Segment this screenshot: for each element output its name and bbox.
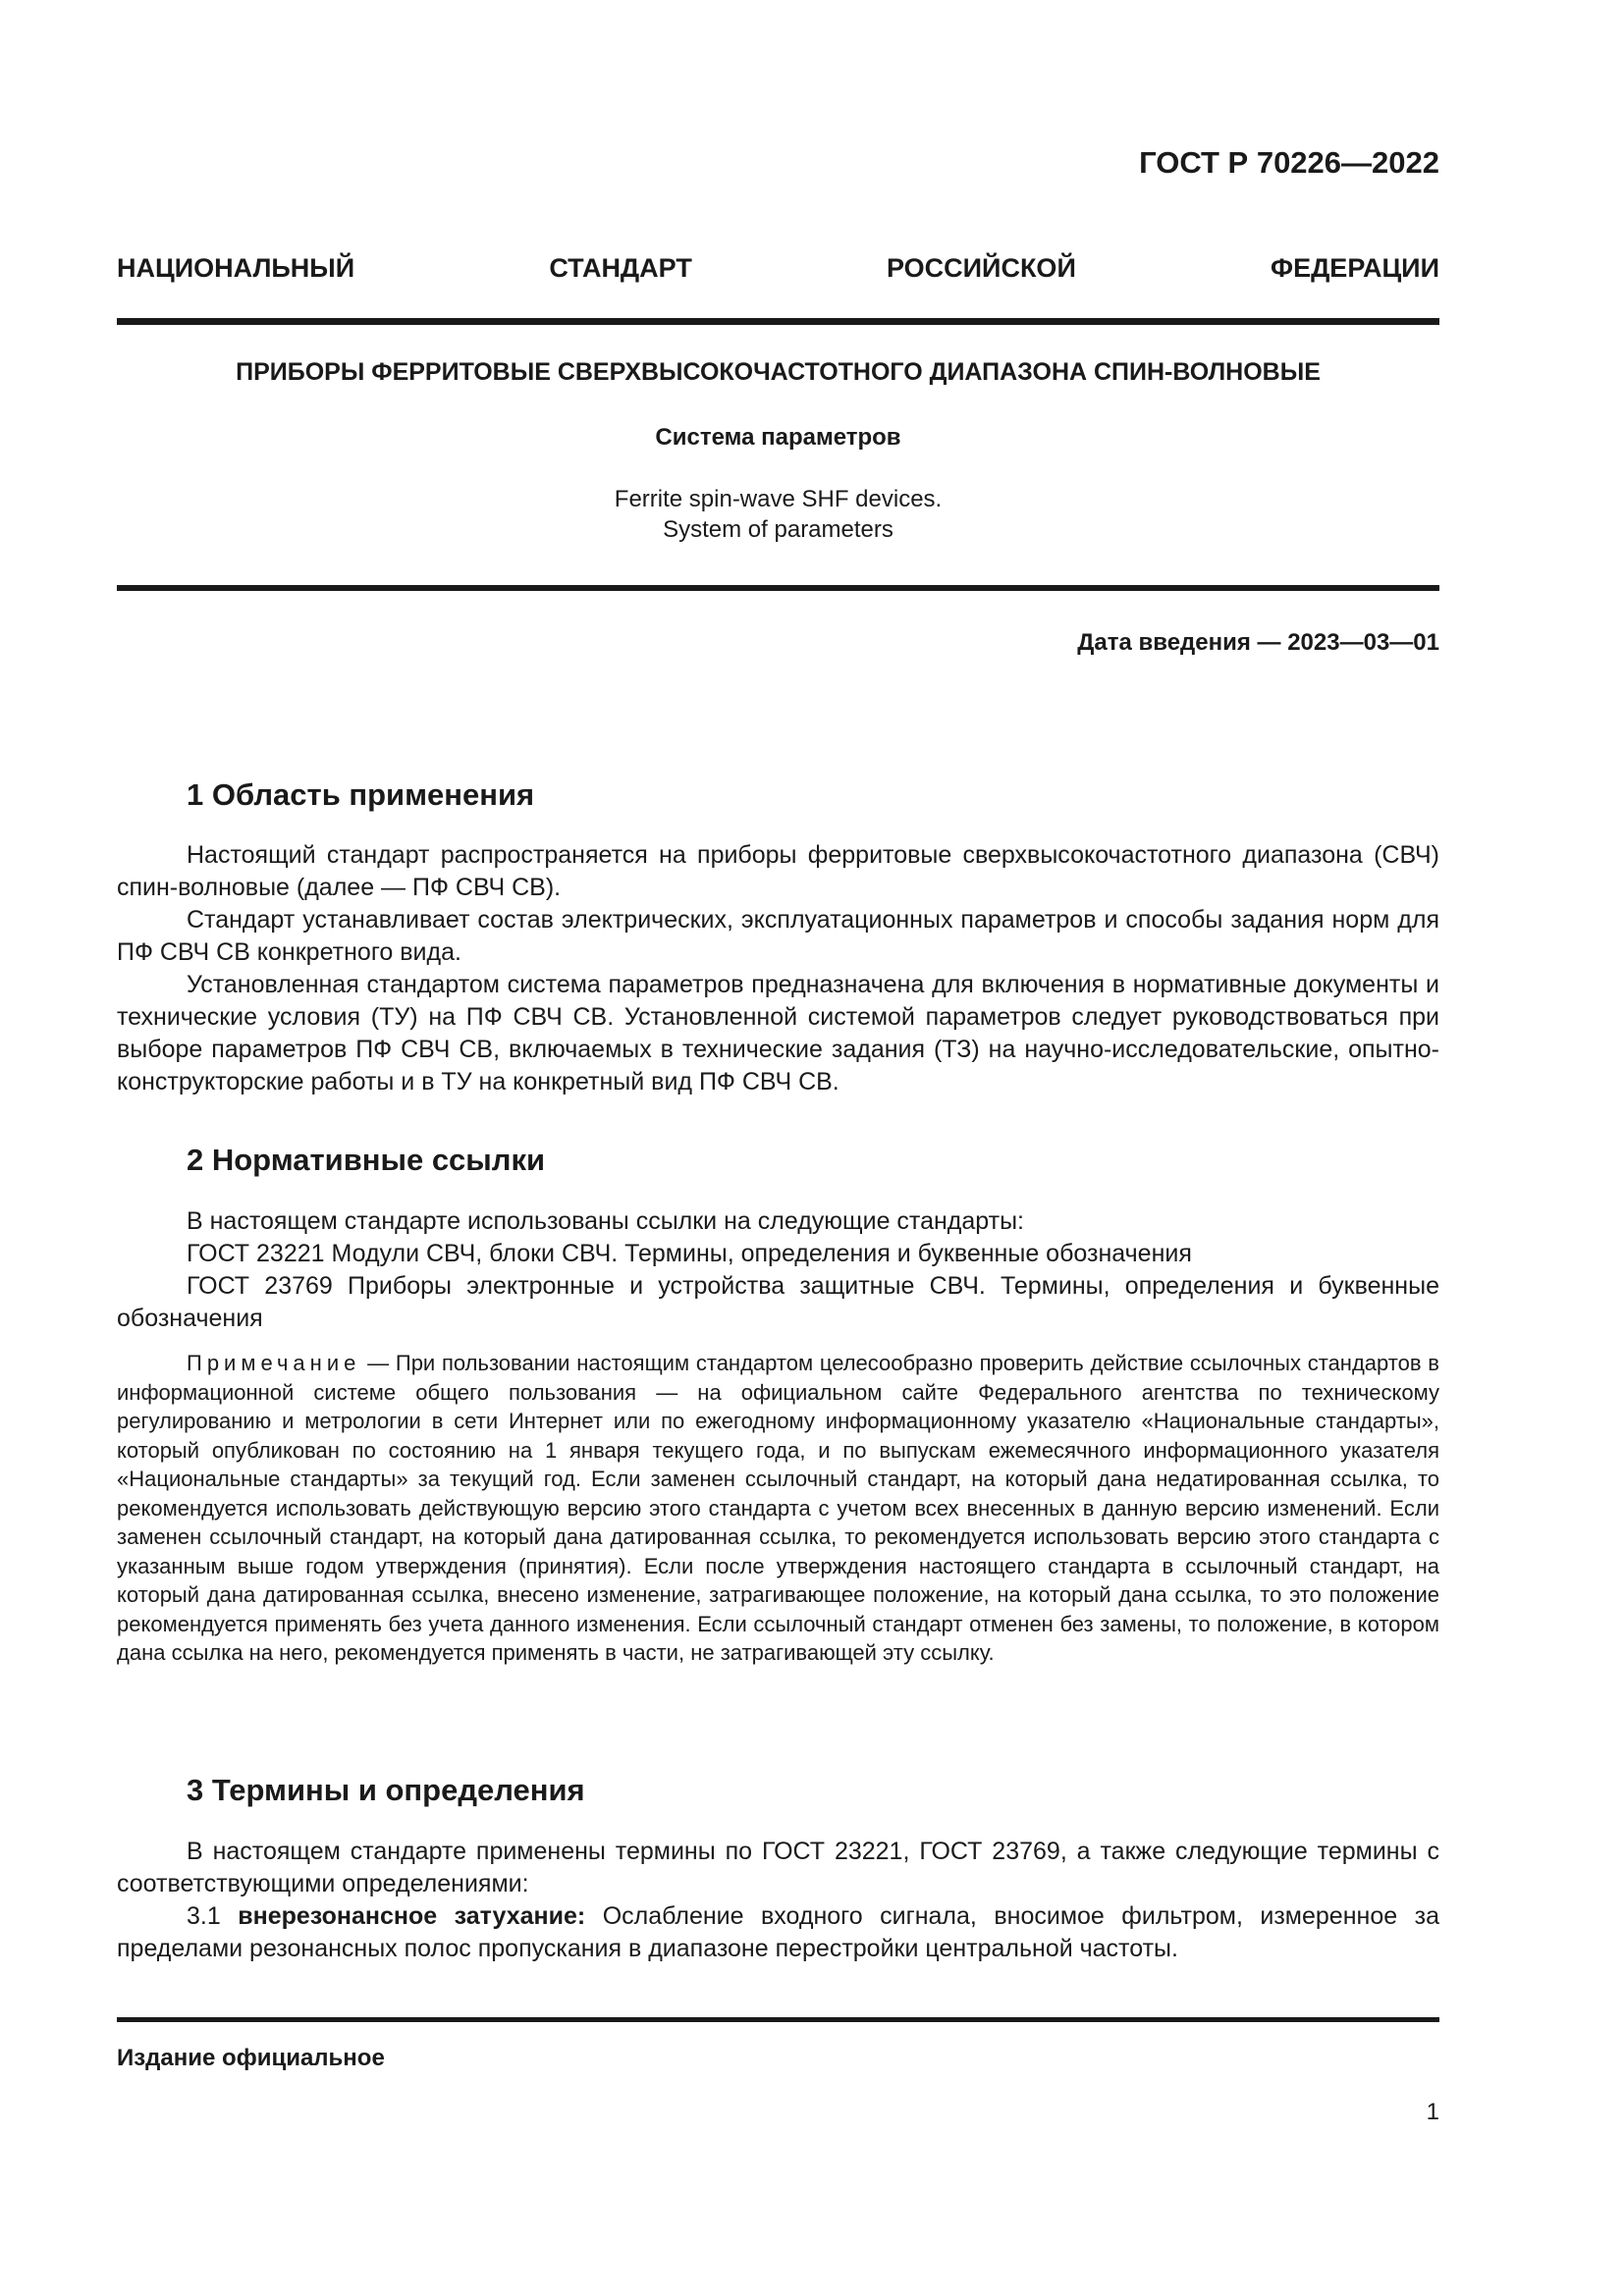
- section-2-note: [117, 1349, 1439, 1668]
- term: внерезонансное затухание:: [238, 1902, 586, 1930]
- edition-label: Издание официальное: [117, 2045, 385, 2071]
- term-number: 3.1: [187, 1902, 239, 1930]
- section-1-body: [117, 839, 1439, 1098]
- note-text: — При пользовании настоящим стандартом целесообразно проверить действие ссылочных стандартов в информационной системе общего пользования — на официальном сайте Федерального агентства по техническому регулированию и метрологии в сети Интернет или по ежегодному информационному указателю «Национальные стандарты», который опубликован по состоянию на 1 января текущего года, и по выпускам ежемесячного информационного указателя «Национальные стандарты» за текущий год. Если заменен ссылочный стандарт, на который дана недатированная ссылка, то рекомендуется использовать действующую версию этого стандарта с учетом всех внесенных в данную версию изменений. Если заменен ссылочный стандарт, на который дана датированная ссылка, то рекомендуется использовать версию этого стандарта с указанным выше годом утверждения (принятия). Если после утверждения настоящего стандарта в ссылочный стандарт, на который дана датированная ссылка, внесено изменение, затрагивающее положение, на который дана ссылка, то это положение рекомендуется применять без учета данного изменения. Если ссылочный стандарт отменен без замены, то положение, в котором дана ссылка на него, рекомендуется применять в части, не затрагивающей эту ссылку.: [117, 1351, 1439, 1665]
- section-2-heading: 2 Нормативные ссылки: [187, 1143, 546, 1177]
- introduction-date: Дата введения — 2023—03—01: [1077, 629, 1439, 656]
- document-title-en: [117, 484, 1439, 545]
- section-1-heading: 1 Область применения: [187, 777, 535, 812]
- national-standard-banner: НАЦИОНАЛЬНЫЙ СТАНДАРТ РОССИЙСКОЙ ФЕДЕРАЦИИ: [117, 253, 1439, 283]
- term-definition: [117, 1900, 1439, 1965]
- definition: Ослабление входного сигнала, вносимое фильтром, измеренное за пределами резонансных полос пропускания в диапазоне перестройки центральной частоты.: [117, 1902, 1439, 1962]
- reference-gost-23221: ГОСТ 23221 Модули СВЧ, блоки СВЧ. Термины, определения и буквенные обозначения: [187, 1240, 1192, 1267]
- paragraph: Стандарт устанавливает состав электрических, эксплуатационных параметров и способы задания норм для ПФ СВЧ СВ конкретного вида.: [117, 906, 1439, 966]
- title-en-line-2: System of parameters: [663, 516, 893, 543]
- document-code: ГОСТ Р 70226—2022: [1139, 145, 1439, 180]
- paragraph: Установленная стандартом система параметров предназначена для включения в нормативные документы и технические условия (ТУ) на ПФ СВЧ СВ. Установленной системой параметров следует руководствоваться при выборе параметров ПФ СВЧ СВ, включаемых в технические задания (ТЗ) на научно-исследовательские, опытно-конструкторские работы и в ТУ на конкретный вид ПФ СВЧ СВ.: [117, 971, 1439, 1095]
- reference-gost-23769: ГОСТ 23769 Приборы электронные и устройства защитные СВЧ. Термины, определения и буквенные обозначения: [117, 1272, 1439, 1332]
- paragraph: Настоящий стандарт распространяется на приборы ферритовые сверхвысокочастотного диапазона (СВЧ) спин-волновые (далее — ПФ СВЧ СВ).: [117, 841, 1439, 901]
- paragraph: В настоящем стандарте использованы ссылки на следующие стандарты:: [187, 1207, 1025, 1235]
- title-rule: [117, 585, 1439, 591]
- document-title-ru: ПРИБОРЫ ФЕРРИТОВЫЕ СВЕРХВЫСОКОЧАСТОТНОГО ДИАПАЗОНА СПИН-ВОЛНОВЫЕ: [236, 358, 1321, 386]
- section-3-heading: 3 Термины и определения: [187, 1773, 585, 1807]
- page-number: 1: [1426, 2099, 1439, 2125]
- document-subtitle-ru: Система параметров: [655, 424, 901, 451]
- title-en-line-1: Ferrite spin-wave SHF devices.: [614, 486, 943, 512]
- paragraph: В настоящем стандарте применены термины по ГОСТ 23221, ГОСТ 23769, а также следующие термины с соответствующими определениями:: [117, 1838, 1439, 1897]
- note-label: Примечание: [187, 1351, 361, 1375]
- section-2-body: [117, 1205, 1439, 1335]
- top-rule: [117, 318, 1439, 325]
- section-3-body: [117, 1836, 1439, 1965]
- footer-rule: [117, 2017, 1439, 2022]
